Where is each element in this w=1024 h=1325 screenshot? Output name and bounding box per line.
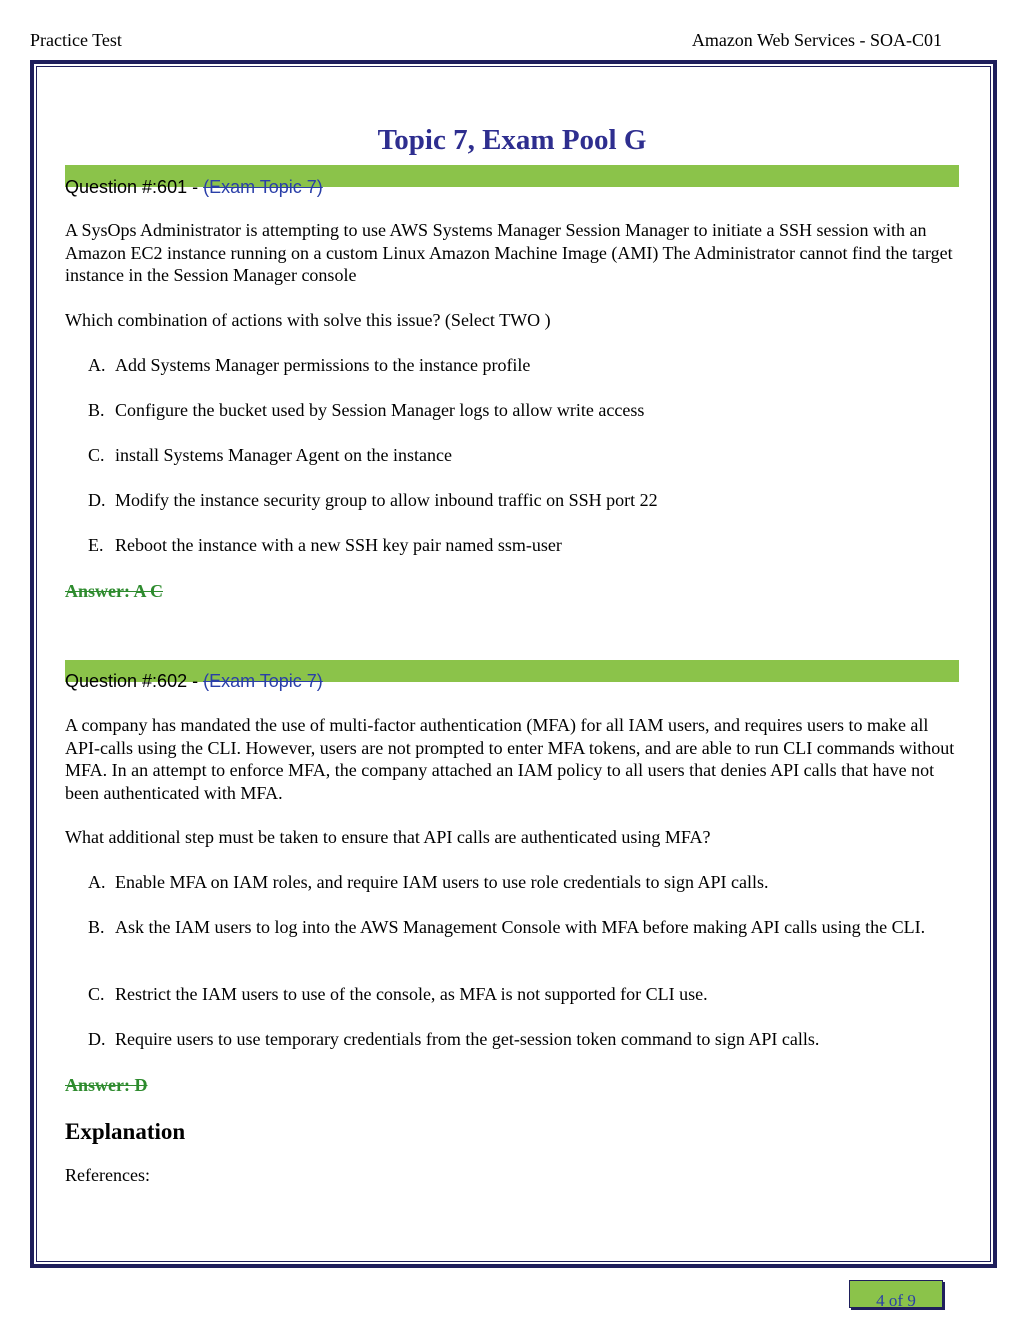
option-letter: A. xyxy=(88,872,106,892)
option-text: Restrict the IAM users to use of the console, as MFA is not supported for CLI use. xyxy=(115,984,708,1004)
topic-title: Topic 7, Exam Pool G xyxy=(377,124,647,156)
explanation-heading: Explanation xyxy=(65,1119,186,1144)
header-left: Practice Test xyxy=(30,30,122,50)
answer-option xyxy=(88,444,958,467)
option-letter: D. xyxy=(88,1029,106,1049)
option-letter: A. xyxy=(88,355,106,375)
question-prompt: What additional step must be taken to ensure that API calls are authenticated using MFA? xyxy=(65,827,711,847)
page-number: 4 of 9 xyxy=(876,1291,916,1310)
answer-option xyxy=(88,534,958,557)
option-text: Add Systems Manager permissions to the instance profile xyxy=(115,355,531,375)
exam-topic-link[interactable]: (Exam Topic 7) xyxy=(203,671,323,691)
question-number: Question #:602 - xyxy=(65,671,204,691)
question-number: Question #:601 - xyxy=(65,177,204,197)
option-letter: D. xyxy=(88,490,106,510)
answer-option xyxy=(88,983,958,1006)
page-number-box xyxy=(849,1280,943,1308)
option-text: Enable MFA on IAM roles, and require IAM users to use role credentials to sign API calls. xyxy=(115,872,769,892)
question-title xyxy=(65,670,323,692)
exam-topic-link[interactable]: (Exam Topic 7) xyxy=(203,177,323,197)
question-text: A SysOps Administrator is attempting to use AWS Systems Manager Session Manager to initiate a SSH session with an Amazon EC2 instance running on a custom Linux Amazon Machine Image (AMI) The Administrator cannot find the target instance in the Session Manager console xyxy=(65,220,953,285)
header-right: Amazon Web Services - SOA-C01 xyxy=(691,30,942,50)
references-label: References: xyxy=(65,1165,150,1185)
answer-option xyxy=(88,871,958,894)
option-letter: E. xyxy=(88,535,104,555)
answer-option xyxy=(88,1028,958,1051)
option-text: Reboot the instance with a new SSH key pair named ssm-user xyxy=(115,535,562,555)
option-letter: B. xyxy=(88,917,105,937)
answer-key: Answer: D xyxy=(65,1075,148,1095)
option-text: Require users to use temporary credentials from the get-session token command to sign API calls. xyxy=(115,1029,820,1049)
option-letter: B. xyxy=(88,400,105,420)
option-letter: C. xyxy=(88,445,105,465)
option-letter: C. xyxy=(88,984,105,1004)
answer-key: Answer: A C xyxy=(65,581,163,601)
question-title xyxy=(65,176,323,198)
answer-option xyxy=(88,916,958,939)
option-text: install Systems Manager Agent on the instance xyxy=(115,445,452,465)
question-text: A company has mandated the use of multi-factor authentication (MFA) for all IAM users, and requires users to make all API-calls using the CLI. However, users are not prompted to enter MFA tokens, and are able to run CLI commands without MFA. In an attempt to enforce MFA, the company attached an IAM policy to all users that denies API calls that have not been authenticated with MFA. xyxy=(65,715,955,803)
answer-option xyxy=(88,399,958,422)
answer-option xyxy=(88,489,958,512)
option-text: Modify the instance security group to allow inbound traffic on SSH port 22 xyxy=(115,490,658,510)
option-text: Configure the bucket used by Session Manager logs to allow write access xyxy=(115,400,645,420)
answer-option xyxy=(88,354,958,377)
option-text: Ask the IAM users to log into the AWS Management Console with MFA before making API calls using the CLI. xyxy=(115,917,926,937)
question-prompt: Which combination of actions with solve this issue? (Select TWO ) xyxy=(65,310,551,330)
